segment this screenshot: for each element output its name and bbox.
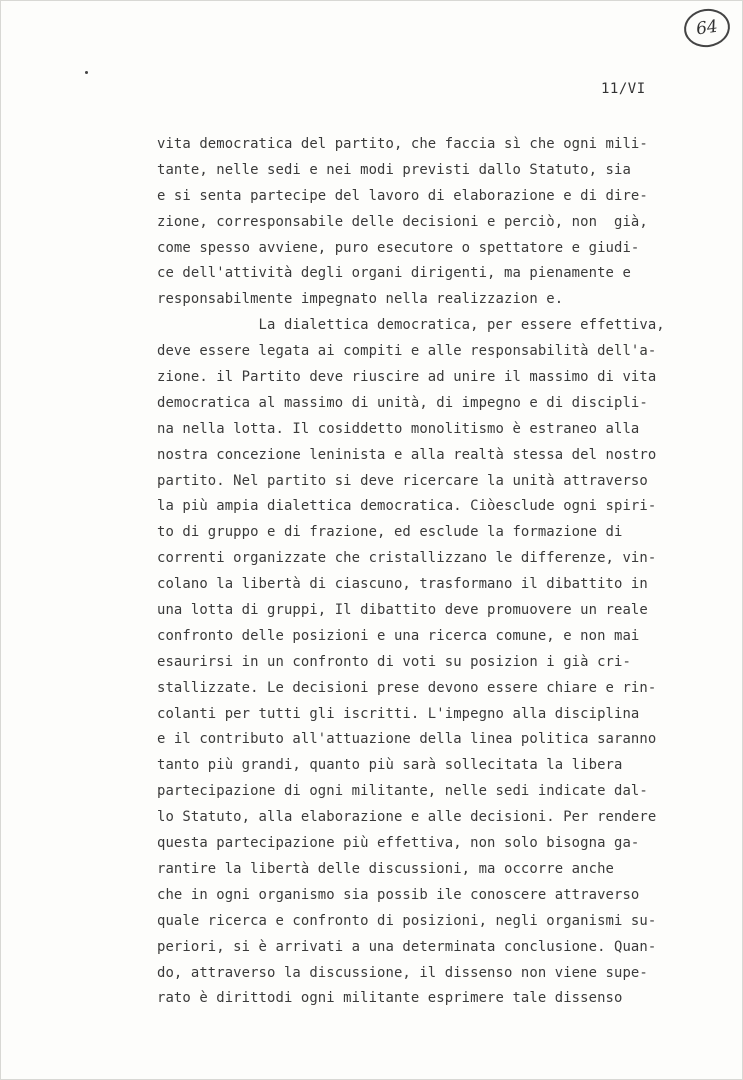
text-line: do, attraverso la discussione, il dissenso non viene supe-	[157, 964, 648, 981]
archive-stamp: 64	[682, 6, 733, 50]
text-line: vita democratica del partito, che faccia sì che ogni mili-	[157, 136, 648, 152]
text-line: esaurirsi in un confronto di voti su posizion i già cri-	[157, 653, 631, 670]
text-line: stallizzate. Le decisioni prese devono essere chiare e rin-	[157, 679, 657, 696]
body-text	[157, 132, 697, 1012]
text-line: deve essere legata ai compiti e alle responsabilità dell'a-	[157, 343, 657, 360]
text-line: La dialettica democratica, per essere effettiva,	[157, 317, 665, 334]
text-line: nostra concezione leninista e alla realtà stessa del nostro	[157, 446, 657, 463]
text-line: tanto più grandi, quanto più sarà sollecitata la libera	[157, 757, 623, 774]
text-line: questa partecipazione più effettiva, non solo bisogna ga-	[157, 835, 640, 852]
text-line: tante, nelle sedi e nei modi previsti dallo Statuto, sia	[157, 161, 631, 178]
text-line: rantire la libertà delle discussioni, ma occorre anche	[157, 860, 614, 877]
text-line: la più ampia dialettica democratica. Ciòesclude ogni spiri-	[157, 498, 657, 515]
text-line: come spesso avviene, puro esecutore o spettatore e giudi-	[157, 239, 640, 256]
text-line: periori, si è arrivati a una determinata conclusione. Quan-	[157, 938, 657, 955]
text-line: quale ricerca e confronto di posizioni, negli organismi su-	[157, 912, 657, 929]
text-line: correnti organizzate che cristallizzano le differenze, vin-	[157, 550, 657, 567]
text-line: na nella lotta. Il cosiddetto monolitismo è estraneo alla	[157, 420, 640, 437]
text-line: ce dell'attività degli organi dirigenti, ma pienamente e	[157, 265, 631, 282]
text-line: che in ogni organismo sia possib ile conoscere attraverso	[157, 886, 640, 903]
text-line: rato è dirittodi ogni militante esprimere tale dissenso	[157, 990, 623, 1007]
text-line: responsabilmente impegnato nella realizzazion e.	[157, 291, 564, 308]
text-line: e si senta partecipe del lavoro di elaborazione e di dire-	[157, 187, 648, 204]
text-line: democratica al massimo di unità, di impegno e di discipli-	[157, 394, 648, 411]
text-line: partito. Nel partito si deve ricercare la unità attraverso	[157, 472, 648, 489]
text-line: una lotta di gruppi, Il dibattito deve promuovere un reale	[157, 602, 648, 619]
text-line: zione, corresponsabile delle decisioni e perciò, non già,	[157, 213, 648, 230]
text-line: zione. il Partito deve riuscire ad unire il massimo di vita	[157, 369, 657, 386]
text-line: colanti per tutti gli iscritti. L'impegno alla disciplina	[157, 705, 640, 722]
ink-dot	[85, 71, 88, 74]
text-line: lo Statuto, alla elaborazione e alle decisioni. Per rendere	[157, 809, 657, 826]
text-line: e il contributo all'attuazione della linea politica saranno	[157, 731, 657, 748]
text-line: confronto delle posizioni e una ricerca comune, e non mai	[157, 627, 640, 644]
text-line: colano la libertà di ciascuno, trasformano il dibattito in	[157, 576, 648, 593]
text-line: partecipazione di ogni militante, nelle sedi indicate dal-	[157, 783, 648, 800]
page-number: 11/VI	[601, 81, 646, 97]
text-line: to di gruppo e di frazione, ed esclude la formazione di	[157, 524, 623, 541]
